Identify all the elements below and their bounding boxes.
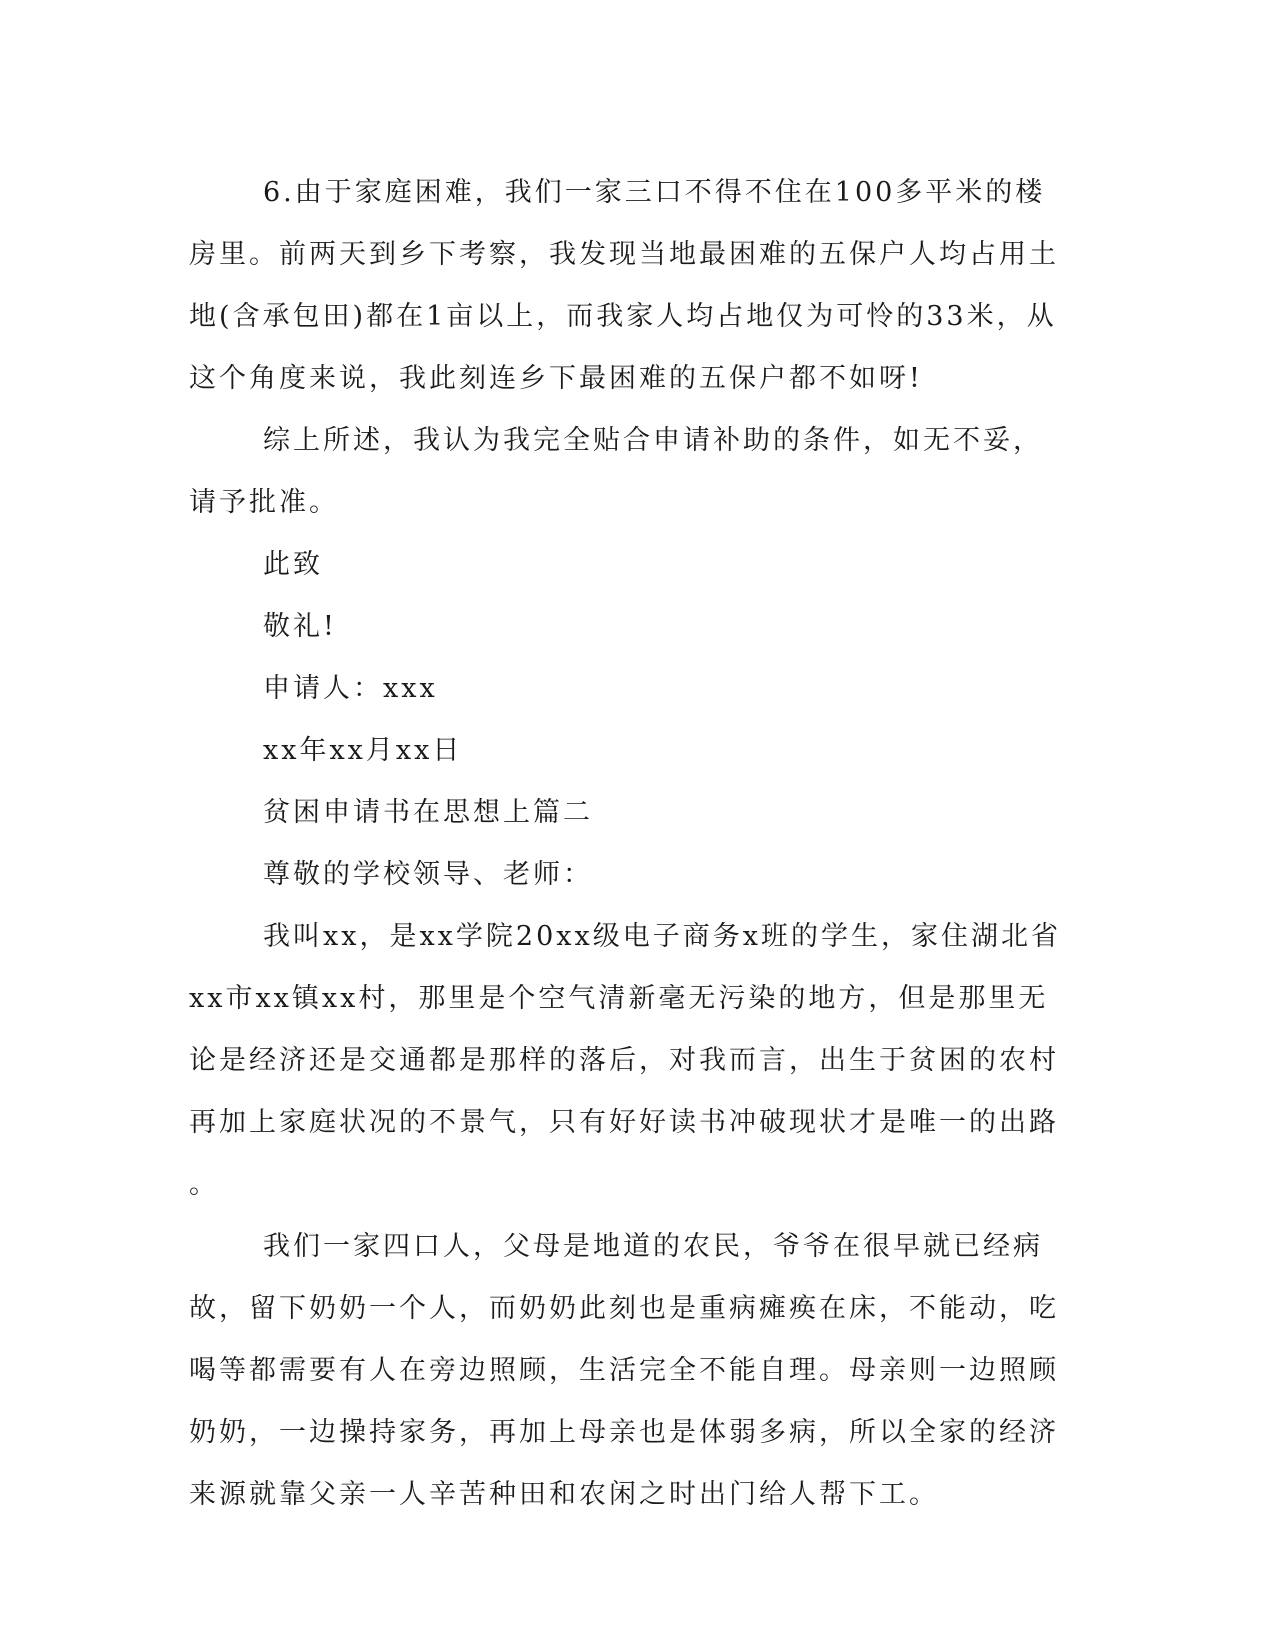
closing-line-1: 此致 [263, 549, 323, 580]
paragraph-housing: 6.由于家庭困难，我们一家三口不得不住在100多平米的楼房里。前两天到乡下考察，我发现当地最困难的五保户人均占用土地(含承包田)都在1亩以上，而我家人均占地仅为可怜的33米，从这个角度来说，我此刻连乡下最困难的五保户都不如呀! [189, 177, 1059, 394]
document-body [189, 162, 1069, 1526]
closing-line-2: 敬礼! [263, 611, 337, 642]
date-line: xx年xx月xx日 [263, 735, 463, 766]
salutation-line: 尊敬的学校领导、老师： [263, 859, 593, 890]
paragraph-introduction: 我叫xx，是xx学院20xx级电子商务x班的学生，家住湖北省xx市xx镇xx村，那里是个空气清新毫无污染的地方，但是那里无论是经济还是交通都是那样的落后，对我而言，出生于贫困的农村再加上家庭状况的不景气，只有好好读书冲破现状才是唯一的出路。 [189, 921, 1061, 1200]
applicant-line: 申请人：xxx [263, 673, 438, 704]
section-title: 贫困申请书在思想上篇二 [263, 797, 593, 828]
paragraph-family: 我们一家四口人，父母是地道的农民，爷爷在很早就已经病故，留下奶奶一个人，而奶奶此刻也是重病瘫痪在床，不能动，吃喝等都需要有人在旁边照顾，生活完全不能自理。母亲则一边照顾奶奶，一边操持家务，再加上母亲也是体弱多病，所以全家的经济来源就靠父亲一人辛苦种田和农闲之时出门给人帮下工。 [189, 1231, 1059, 1510]
paragraph-conclusion: 综上所述，我认为我完全贴合申请补助的条件，如无不妥，请予批准。 [189, 425, 1043, 518]
